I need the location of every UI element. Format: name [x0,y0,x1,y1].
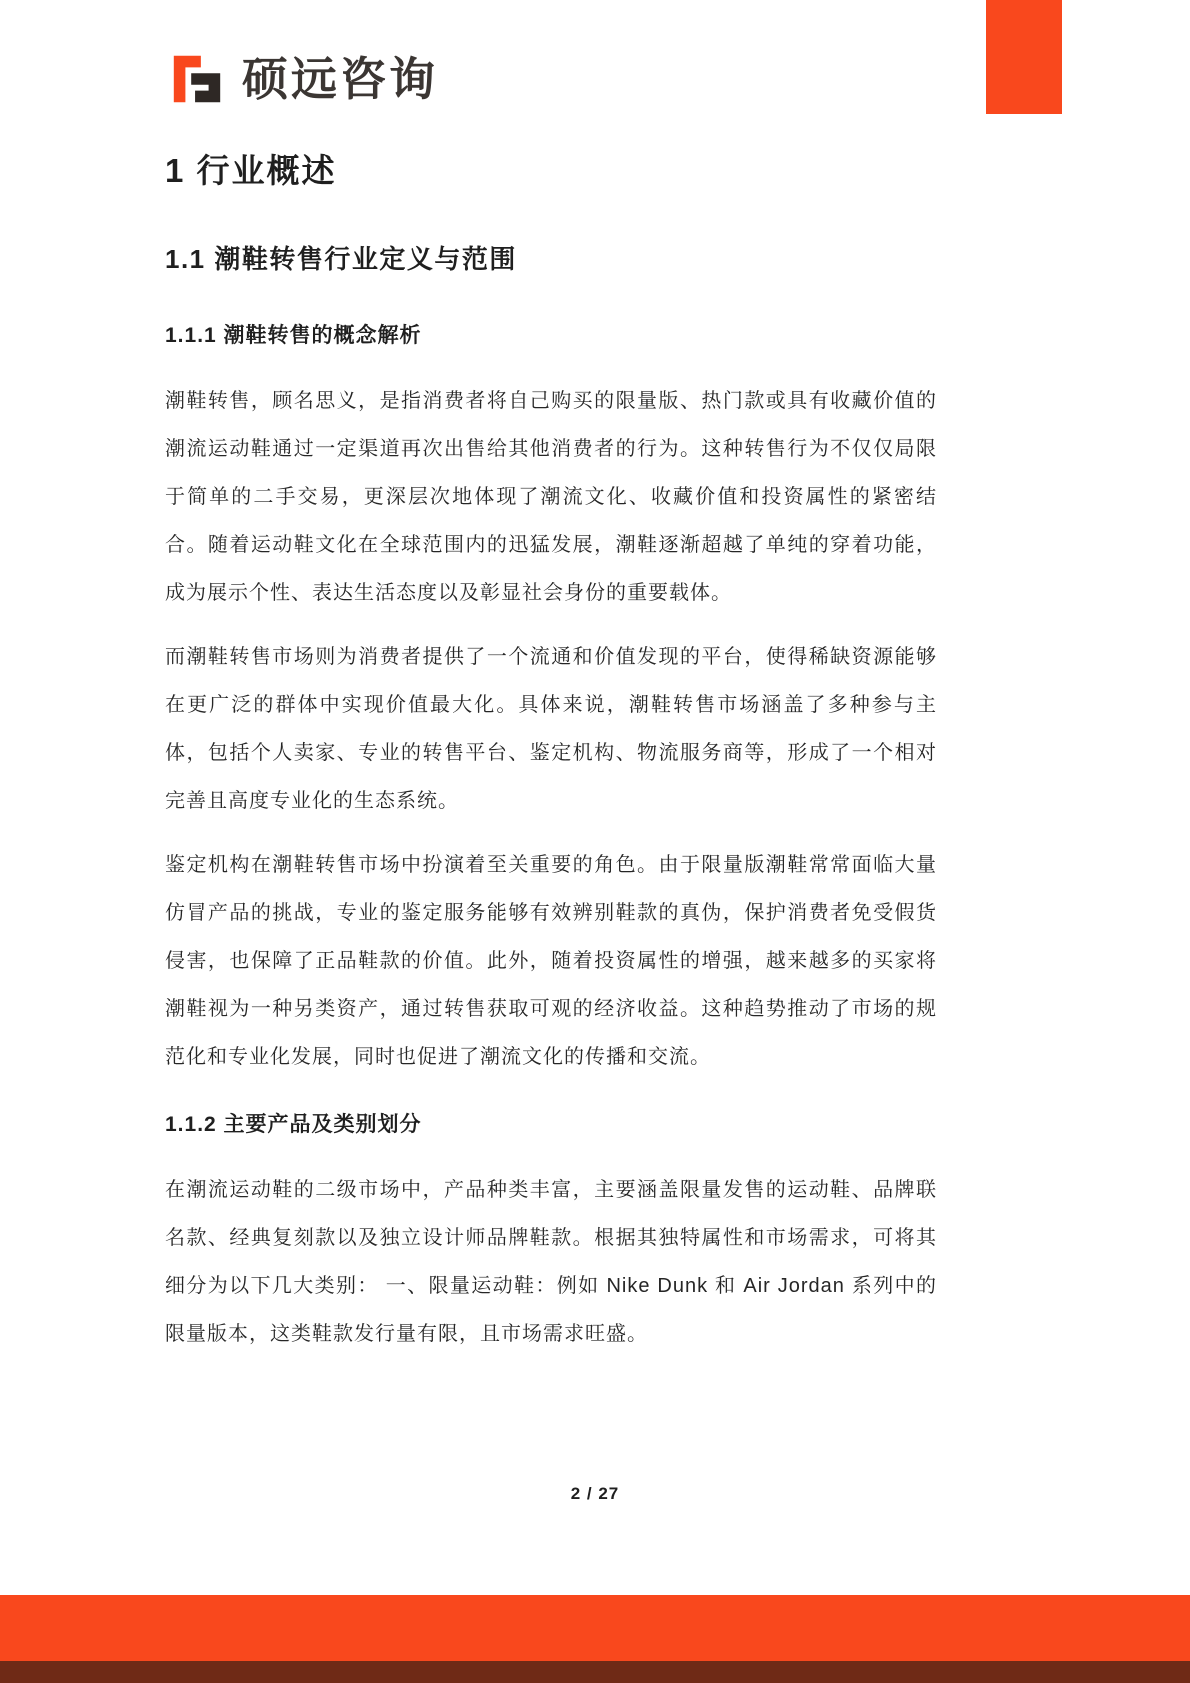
logo [168,50,438,108]
logo-icon [168,50,226,108]
paragraph: 潮鞋转售，顾名思义，是指消费者将自己购买的限量版、热门款或具有收藏价值的潮流运动鞋通过一定渠道再次出售给其他消费者的行为。这种转售行为不仅仅局限于简单的二手交易，更深层次地体现了潮流文化、收藏价值和投资属性的紧密结合。随着运动鞋文化在全球范围内的迅猛发展，潮鞋逐渐超越了单纯的穿着功能，成为展示个性、表达生活态度以及彰显社会身份的重要载体。 [165,390,937,605]
corner-accent-block [986,0,1062,114]
page-number: 2 / 27 [570,1484,620,1503]
footer-dark-bar [0,1661,1190,1683]
subsection-1-title: 1.1.1 潮鞋转售的概念解析 [165,323,422,347]
section-title: 1.1 潮鞋转售行业定义与范围 [165,244,517,275]
paragraph: 在潮流运动鞋的二级市场中，产品种类丰富，主要涵盖限量发售的运动鞋、品牌联名款、经典复刻款以及独立设计师品牌鞋款。根据其独特属性和市场需求，可将其细分为以下几大类别： 一、限量运动鞋：例如 Nike Dunk 和 Air Jordan 系列中的限量版本，这类鞋款发行量有限，且市场需求旺盛。 [165,1179,937,1346]
subsection-2-title: 1.1.2 主要产品及类别划分 [165,1113,422,1137]
chapter-title: 1 行业概述 [165,152,337,189]
paragraph: 而潮鞋转售市场则为消费者提供了一个流通和价值发现的平台，使得稀缺资源能够在更广泛的群体中实现价值最大化。具体来说，潮鞋转售市场涵盖了多种参与主体，包括个人卖家、专业的转售平台、鉴定机构、物流服务商等，形成了一个相对完善且高度专业化的生态系统。 [165,646,937,813]
paragraph: 鉴定机构在潮鞋转售市场中扮演着至关重要的角色。由于限量版潮鞋常常面临大量仿冒产品的挑战，专业的鉴定服务能够有效辨别鞋款的真伪，保护消费者免受假货侵害，也保障了正品鞋款的价值。此外，随着投资属性的增强，越来越多的买家将潮鞋视为一种另类资产，通过转售获取可观的经济收益。这种趋势推动了市场的规范化和专业化发展，同时也促进了潮流文化的传播和交流。 [165,854,937,1069]
footer-accent-bar [0,1595,1190,1661]
logo-text: 硕远咨询 [242,53,438,105]
document-body [165,150,937,1374]
